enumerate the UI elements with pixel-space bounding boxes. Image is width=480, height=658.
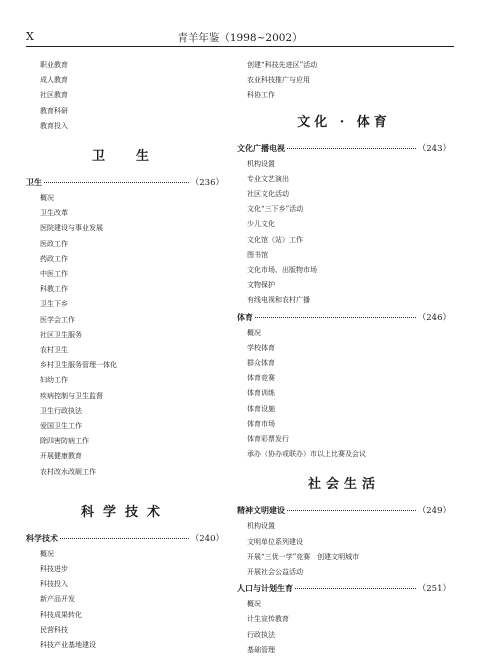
toc-item[interactable]: 职业教育 xyxy=(40,61,68,69)
entry-page: （243） xyxy=(417,143,451,154)
toc-item[interactable]: 图书馆 xyxy=(247,250,268,259)
toc-item[interactable]: 科协工作 xyxy=(247,91,275,100)
entry-label: 人口与计划生育 xyxy=(237,583,293,594)
leader-dots xyxy=(60,538,189,539)
running-title: 青羊年鉴（1998~2002） xyxy=(177,32,303,44)
toc-item[interactable]: 科技产业基地建设 xyxy=(40,641,96,650)
right-column xyxy=(237,58,451,658)
toc-item[interactable]: 乡村卫生服务管理一体化 xyxy=(40,361,117,370)
toc-item[interactable]: 医院建设与事业发展 xyxy=(40,224,103,233)
toc-item[interactable]: 有线电视和农村广播 xyxy=(247,296,310,305)
toc-item[interactable]: 农村改水改厕工作 xyxy=(40,467,96,476)
toc-item[interactable]: 科教工作 xyxy=(40,285,68,294)
toc-item[interactable]: 科技进步 xyxy=(40,565,68,574)
toc-item[interactable]: 创建“科技先进区”活动 xyxy=(247,61,318,69)
leader-dots xyxy=(295,588,416,589)
toc-item[interactable]: 医学会工作 xyxy=(40,315,75,324)
toc-item[interactable]: 妇幼工作 xyxy=(40,376,68,385)
toc-item[interactable]: 社区教育 xyxy=(40,91,68,100)
toc-item[interactable]: 承办（协办或联办）市以上比赛及会议 xyxy=(247,450,366,459)
entry-page: （246） xyxy=(417,312,451,323)
toc-entry-population[interactable] xyxy=(237,580,451,597)
toc-item[interactable]: 疾病控制与卫生监督 xyxy=(40,391,103,400)
toc-item[interactable]: 科技成果转化 xyxy=(40,610,82,619)
toc-item[interactable]: 基础管理 xyxy=(247,645,275,654)
entry-page: （249） xyxy=(417,506,451,517)
section-title-culture: 文化 · 体育 xyxy=(297,114,391,130)
toc-item[interactable]: 教育科研 xyxy=(40,106,68,115)
entry-page: （240） xyxy=(190,533,224,544)
toc-item[interactable]: 行政执法 xyxy=(247,630,275,639)
toc-item[interactable]: 文化馆（站）工作 xyxy=(247,235,303,244)
toc-item[interactable]: 机构设置 xyxy=(247,159,275,168)
toc-item[interactable]: 体育市场 xyxy=(247,419,275,428)
toc-item[interactable]: 开展社会公益活动 xyxy=(247,568,303,577)
toc-item[interactable]: 社区文化活动 xyxy=(247,190,289,199)
leader-dots xyxy=(287,510,416,511)
toc-item[interactable]: 药政工作 xyxy=(40,254,68,263)
toc-item[interactable]: 专业文艺演出 xyxy=(247,174,289,183)
entry-page: （236） xyxy=(190,178,224,189)
section-title-health: 卫 生 xyxy=(91,149,158,165)
toc-item[interactable]: 体育训练 xyxy=(247,389,275,398)
toc-entry-sports[interactable] xyxy=(237,309,451,326)
section-title-social: 社会生活 xyxy=(307,477,380,493)
header-rule xyxy=(26,46,454,47)
entry-page: （251） xyxy=(417,584,451,595)
toc-item[interactable]: 爱国卫生工作 xyxy=(40,422,82,431)
toc-item[interactable]: 文化“三下乡”活动 xyxy=(247,205,304,214)
toc-item[interactable]: 医政工作 xyxy=(40,239,68,248)
entry-label: 精神文明建设 xyxy=(237,505,285,516)
toc-item[interactable]: 计生宣传教育 xyxy=(247,615,289,624)
toc-item[interactable]: 科技投入 xyxy=(40,580,68,589)
toc-item[interactable]: 农村卫生 xyxy=(40,346,68,355)
toc-item[interactable]: 民营科技 xyxy=(40,625,68,634)
toc-item[interactable]: 除四害防病工作 xyxy=(40,437,89,446)
entry-label: 体育 xyxy=(237,311,253,322)
toc-item[interactable]: 概况 xyxy=(40,549,54,558)
toc-item[interactable]: 概况 xyxy=(247,328,261,337)
toc-item[interactable]: 体育设施 xyxy=(247,404,275,413)
toc-item[interactable]: 概况 xyxy=(247,600,261,609)
toc-item[interactable]: 文物保护 xyxy=(247,281,275,290)
toc-item[interactable]: 群众体育 xyxy=(247,359,275,368)
toc-item[interactable]: 成人教育 xyxy=(40,76,68,85)
toc-item[interactable]: 社区卫生服务 xyxy=(40,330,82,339)
toc-item[interactable]: 学校体育 xyxy=(247,343,275,352)
toc-item[interactable]: 新产品开发 xyxy=(40,595,75,604)
toc-item[interactable]: 开展健康教育 xyxy=(40,452,82,461)
leader-dots xyxy=(44,182,189,183)
toc-item[interactable]: 文明单位系列建设 xyxy=(247,537,303,546)
toc-item[interactable]: 中医工作 xyxy=(40,270,68,279)
toc-item[interactable]: 概况 xyxy=(40,194,54,203)
toc-item[interactable]: 教育投入 xyxy=(40,121,68,130)
section-title-science: 科学技术 xyxy=(80,504,169,520)
toc-item[interactable]: 卫生下乡 xyxy=(40,300,68,309)
toc-item[interactable]: 开展“三优一学”竞赛 创建文明城市 xyxy=(247,552,360,561)
page-number: X xyxy=(26,30,34,43)
entry-label: 卫生 xyxy=(26,177,42,188)
leader-dots xyxy=(255,317,416,318)
toc-item[interactable]: 体育竞赛 xyxy=(247,374,275,383)
left-column xyxy=(26,58,224,653)
toc-entry-culture[interactable] xyxy=(237,140,451,157)
toc-entry-civilization[interactable] xyxy=(237,502,451,519)
toc-entry-science[interactable] xyxy=(26,530,224,547)
entry-label: 文化广播电视 xyxy=(237,142,285,153)
toc-item[interactable]: 体育彩票发行 xyxy=(247,435,289,444)
toc-entry-health[interactable] xyxy=(26,174,224,191)
toc-item[interactable]: 文化市场、出版物市场 xyxy=(247,266,317,275)
entry-label: 科学技术 xyxy=(26,532,58,543)
toc-item[interactable]: 农业科技推广与应用 xyxy=(247,76,310,85)
toc-item[interactable]: 机构设置 xyxy=(247,522,275,531)
leader-dots xyxy=(287,148,416,149)
toc-item[interactable]: 卫生行政执法 xyxy=(40,406,82,415)
toc-item[interactable]: 少儿文化 xyxy=(247,220,275,229)
toc-item[interactable]: 卫生改革 xyxy=(40,209,68,218)
